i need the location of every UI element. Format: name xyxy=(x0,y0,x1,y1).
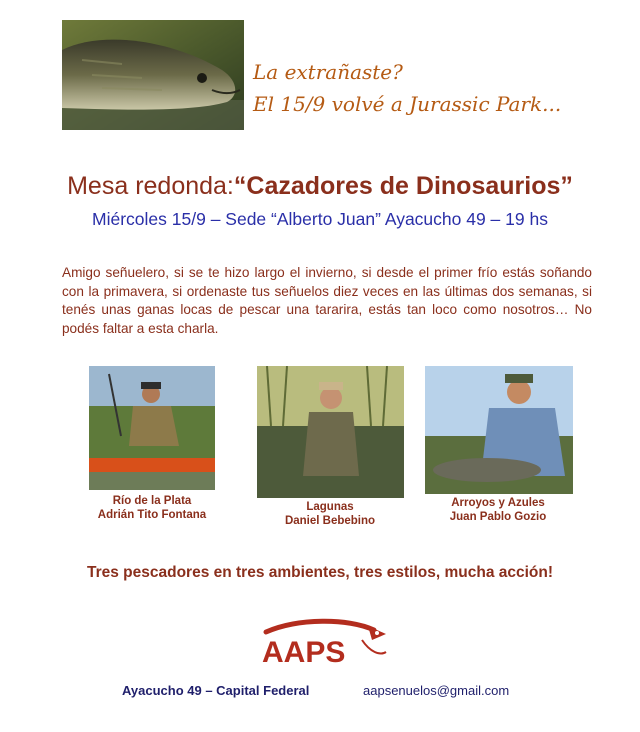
footer-address: Ayacucho 49 – Capital Federal xyxy=(122,683,310,698)
header-tagline-1: La extrañaste? xyxy=(253,60,403,84)
speaker-caption-2 xyxy=(240,500,420,528)
hero-fish-photo xyxy=(62,20,244,130)
speaker-photo-3 xyxy=(425,366,573,494)
event-details: Miércoles 15/9 – Sede “Alberto Juan” Ayacucho 49 – 19 hs xyxy=(92,209,548,229)
speaker-area-3: Arroyos y Azules xyxy=(451,497,545,509)
speaker-caption-1 xyxy=(62,494,242,522)
speaker-name-2: Daniel Bebebino xyxy=(284,515,376,527)
speaker-photo-1 xyxy=(89,366,215,490)
speaker-photo-2 xyxy=(257,366,404,498)
event-title-main: “Cazadores de Dinosaurios” xyxy=(233,172,573,200)
footer-email[interactable]: aapsenuelos@gmail.com xyxy=(363,683,510,698)
speaker-area-2: Lagunas xyxy=(306,501,354,513)
body-paragraph: Amigo señuelero, si se te hizo largo el invierno, si desde el primer frío estás soñando con la primavera, si ordenaste tus señuelos diez veces en las últimas dos semanas, si tenés unas ganas locas de pescar una tararira, estás tan loco como nosotros… No podés faltar a esta charla. xyxy=(62,265,592,336)
event-title-prefix: Mesa redonda: xyxy=(67,172,234,200)
aaps-logo-text: AAPS xyxy=(262,636,346,669)
speaker-name-3: Juan Pablo Gozio xyxy=(449,511,547,523)
speaker-name-1: Adrián Tito Fontana xyxy=(97,509,207,521)
speaker-area-1: Río de la Plata xyxy=(112,495,192,507)
header-tagline-2: El 15/9 volvé a Jurassic Park... xyxy=(253,92,562,116)
closing-tagline: Tres pescadores en tres ambientes, tres estilos, mucha acción! xyxy=(86,564,554,581)
speaker-caption-3 xyxy=(408,496,588,524)
event-title xyxy=(0,172,640,201)
